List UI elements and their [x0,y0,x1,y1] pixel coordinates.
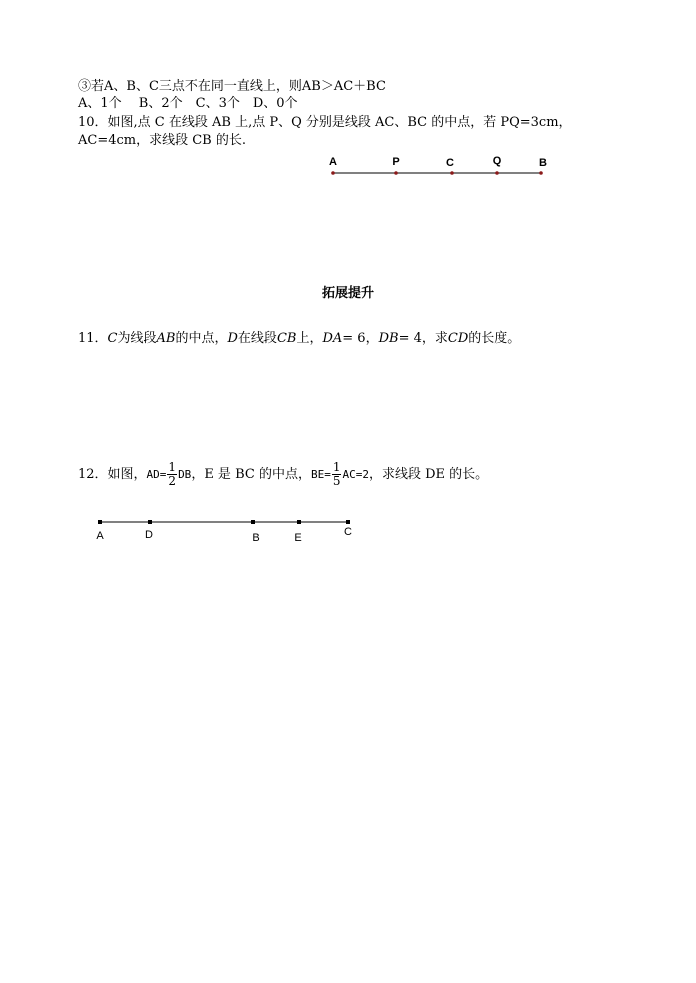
q10-line-2: AC=4cm，求线段 CB 的长. [78,133,247,148]
q12-point-c [346,520,350,524]
q12-text-1: ，E 是 BC 的中点， [191,467,311,482]
q10-point-b [539,171,543,175]
q12-label-a: A [96,530,104,542]
q12-point-b [251,520,255,524]
q12-text [78,460,488,490]
q10-point-q [495,171,499,175]
q11-comma: ， [365,331,379,346]
q11-eq-6: = 6 [342,331,366,346]
q10-point-a [331,171,335,175]
q10-line-1: 10．如图,点 C 在线段 AB 上,点 P、Q 分别是线段 AC、BC 的中点，若 PQ=3cm， [78,115,572,130]
q11-var-db: DB [378,331,399,346]
q11-text-5: ，求 [421,331,448,346]
section-title: 拓展提升 [321,286,374,301]
q12-ad: AD= [146,468,167,481]
q12-fraction-2 [332,461,342,488]
q12-point-d [148,520,152,524]
q11-var-cb: CB [276,331,297,346]
q11-text-6: 的长度。 [468,331,521,346]
q10-point-p [394,171,398,175]
q12-figure [96,520,352,544]
q12-fraction-1 [167,461,177,488]
q11-var-ab: AB [156,331,176,346]
q12-number: 12．如图， [78,467,147,482]
q12-be: BE= [310,468,331,481]
q12-label-c: C [344,526,352,538]
q11-number: 11． [78,331,108,346]
q12-label-b: B [252,532,260,544]
q11-text-3: 在线段 [237,331,277,346]
q12-point-a [98,520,102,524]
q11-text-4: 上， [296,331,323,346]
q12-db: DB [178,468,192,481]
q11-eq-4: = 4 [398,331,422,346]
q10-label-q: Q [492,155,502,167]
q10-label-c: C [446,157,454,169]
q12-label-e: E [294,532,302,544]
q10-label-p: P [392,156,400,168]
q9-options: A、1个 B、2个 C、3个 D、0个 [78,96,298,111]
q11-text-2: 的中点， [175,331,228,346]
q11-var-cd: CD [447,331,469,346]
q9-statement-3: ③若A、B、C三点不在同一直线上，则AB＞AC＋BC [78,79,386,94]
q12-f2-numerator: 1 [332,460,341,474]
q11-var-c: C [107,331,118,346]
q12-f2-denominator: 5 [332,474,341,488]
q10-label-a: A [329,156,337,168]
q11-var-da: DA [322,331,343,346]
q12-label-d: D [145,529,153,541]
q11-text-1: 为线段 [117,331,157,346]
q10-figure [329,155,547,175]
q12-point-e [297,520,301,524]
q10-point-c [450,171,454,175]
q11-var-d: D [227,331,238,346]
q12-f1-numerator: 1 [168,460,177,474]
q12-ac: AC=2 [342,468,369,481]
q12-text-2: ，求线段 DE 的长。 [368,467,489,482]
q11-text [78,331,520,347]
q12-f1-denominator: 2 [168,474,177,488]
q10-label-b: B [539,157,547,169]
